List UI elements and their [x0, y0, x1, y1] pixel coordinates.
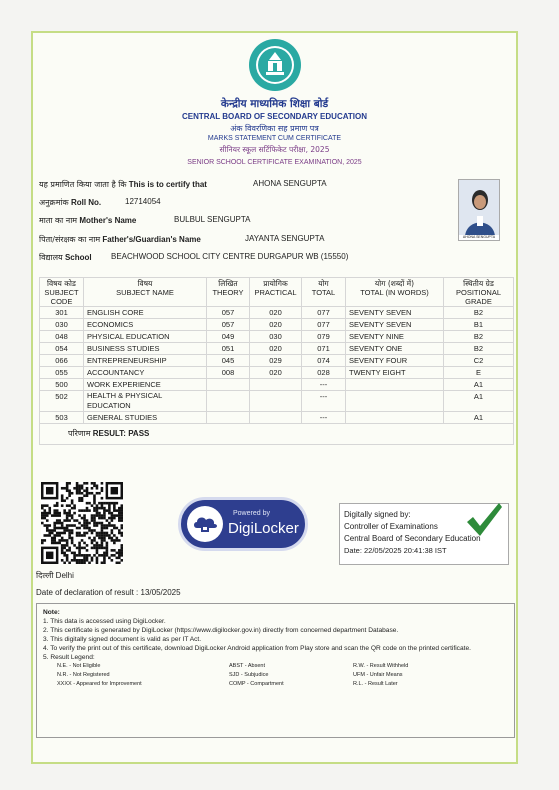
signature-line-2: Controller of Examinations [344, 522, 438, 531]
photo-caption: AHONA SENGUPTA [459, 235, 499, 240]
table-row: 054 BUSINESS STUDIES 051 020 071 SEVENTY ONE B2 [40, 343, 514, 355]
header-total-words: योग (शब्दों में) TOTAL (IN WORDS) [346, 278, 444, 307]
digilocker-badge [178, 497, 308, 551]
legend-entry: R.W. - Result Withheld [353, 663, 409, 669]
certificate-title-english: MARKS STATEMENT CUM CERTIFICATE [207, 135, 342, 142]
legend-entry: N.E. - Not Eligible [57, 663, 101, 669]
header-subject-code: विषय कोड SUBJECT CODE [40, 278, 84, 307]
board-name-english: CENTRAL BOARD OF SECONDARY EDUCATION [181, 112, 368, 121]
signature-date: Date: 22/05/2025 20:41:38 IST [344, 546, 447, 555]
mother-name: BULBUL SENGUPTA [174, 215, 251, 224]
person-photo-icon [459, 180, 500, 236]
signature-line-3: Central Board of Secondary Education [344, 534, 481, 543]
powered-by-text: Powered by [233, 510, 270, 517]
exam-title-hindi: सीनियर स्कूल सर्टिफिकेट परीक्षा, 2025 [219, 145, 330, 154]
table-row: 500 WORK EXPERIENCE --- A1 [40, 379, 514, 391]
legend-entry: UFM - Unfair Means [353, 672, 403, 678]
marks-certificate [31, 31, 518, 764]
header-practical: प्रायोगिक PRACTICAL [250, 278, 302, 307]
result-legend [43, 662, 508, 700]
table-header-row [40, 278, 514, 307]
student-name: AHONA SENGUPTA [253, 179, 327, 188]
digital-signature-box [339, 503, 509, 565]
note-item: 1. This data is accessed using DigiLocker. [43, 618, 166, 625]
legend-entry: R.L. - Result Later [353, 681, 398, 687]
note-item: 5. Result Legend: [43, 654, 95, 661]
marks-table [39, 277, 514, 445]
table-row: 030 ECONOMICS 057 020 077 SEVENTY SEVEN B1 [40, 319, 514, 331]
notes-title: Note: [43, 609, 60, 616]
table-row: 066 ENTREPRENEURSHIP 045 029 074 SEVENTY FOUR C2 [40, 355, 514, 367]
cbse-logo-icon [248, 38, 302, 92]
note-item: 3. This digitally signed document is valid as per IT Act. [43, 636, 202, 643]
mother-label: माता का नाम Mother's Name [39, 216, 137, 225]
father-label: पिता/संरक्षक का नाम Father's/Guardian's Name [39, 235, 201, 244]
result-value: PASS [128, 429, 150, 438]
roll-label: अनुक्रमांक Roll No. [39, 198, 102, 207]
note-item: 4. To verify the print out of this certificate, download DigiLocker Android application from Play store and scan the QR code on the printed certificate. [43, 645, 471, 652]
signature-line-1: Digitally signed by: [344, 510, 411, 519]
legend-entry: XXXX - Appeared for Improvement [57, 681, 142, 687]
header-grade: स्थितीय ग्रेड POSITIONAL GRADE [444, 278, 514, 307]
header-total: योग TOTAL [302, 278, 346, 307]
board-name-hindi: केन्द्रीय माध्यमिक शिक्षा बोर्ड [220, 98, 329, 110]
school-label: विद्यालय School [39, 253, 92, 262]
verified-check-icon [464, 500, 504, 540]
result-cell: परिणाम RESULT: PASS [40, 424, 514, 445]
table-row: 048 PHYSICAL EDUCATION 049 030 079 SEVENTY NINE B2 [40, 331, 514, 343]
father-name: JAYANTA SENGUPTA [245, 234, 325, 243]
legend-entry: ABST - Absent [229, 663, 265, 669]
digilocker-brand: DigiLocker [228, 520, 299, 537]
table-row: 503 GENERAL STUDIES --- A1 [40, 412, 514, 424]
certificate-title-hindi: अंक विवरणिका सह प्रमाण पत्र [230, 124, 319, 133]
table-row: 301 ENGLISH CORE 057 020 077 SEVENTY SEVEN B2 [40, 307, 514, 319]
table-row: 055 ACCOUNTANCY 008 020 028 TWENTY EIGHT E [40, 367, 514, 379]
certify-line: यह प्रमाणित किया जाता है कि This is to certify that [39, 180, 207, 189]
table-row: 502 HEALTH & PHYSICAL EDUCATION --- A1 [40, 391, 514, 412]
legend-entry: N.R. - Not Registered [57, 672, 110, 678]
school-name: BEACHWOOD SCHOOL CITY CENTRE DURGAPUR WB (15550) [111, 252, 349, 261]
student-photo [458, 179, 500, 241]
legend-entry: COMP - Compartment [229, 681, 284, 687]
legend-entry: SJD - Subjudice [229, 672, 269, 678]
notes-box [36, 603, 515, 738]
verification-qr-code[interactable] [41, 482, 123, 564]
header-subject-name: विषय SUBJECT NAME [84, 278, 207, 307]
note-item: 2. This certificate is generated by DigiLocker (https://www.digilocker.gov.in) directly from concerned department Database. [43, 627, 399, 634]
roll-number: 12714054 [125, 197, 161, 206]
exam-title-english: SENIOR SCHOOL CERTIFICATE EXAMINATION, 2025 [187, 159, 362, 166]
place: दिल्ली Delhi [36, 571, 74, 580]
cloud-lock-icon [187, 506, 223, 542]
header-theory: लिखित THEORY [207, 278, 250, 307]
declaration-date: Date of declaration of result : 13/05/2025 [36, 588, 181, 597]
result-row [40, 424, 514, 445]
